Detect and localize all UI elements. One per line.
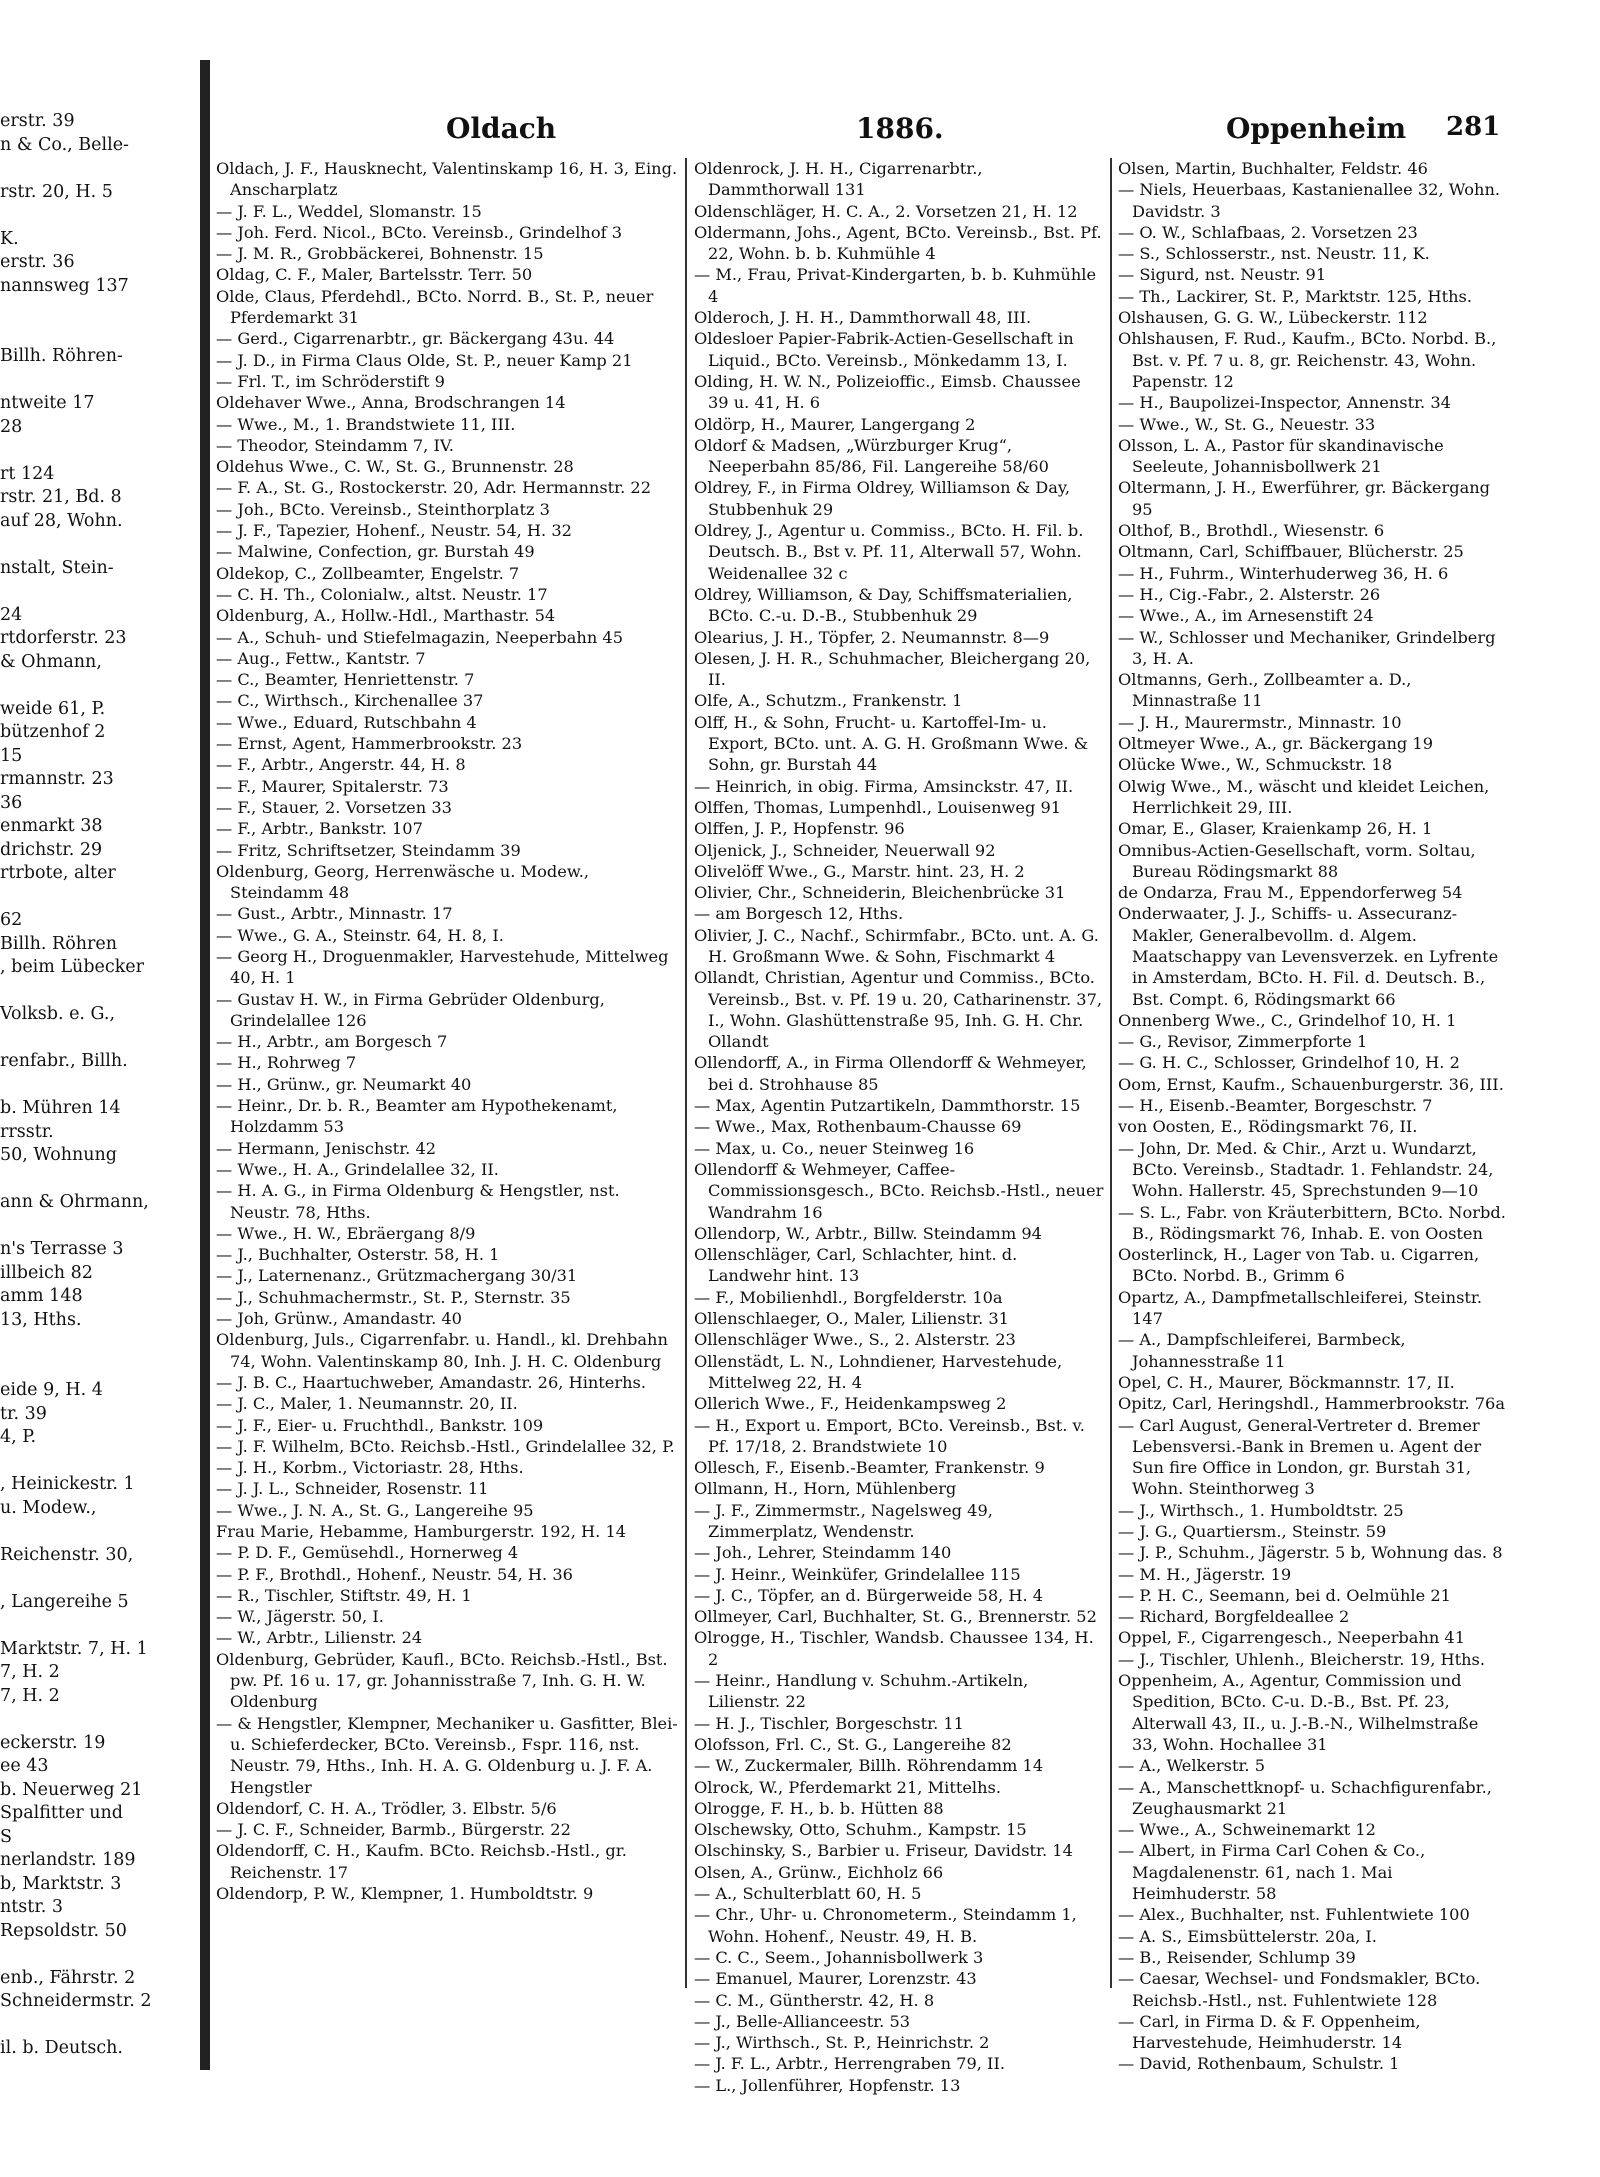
left-page-line: Marktstr. 7, H. 1 bbox=[0, 1638, 148, 1659]
directory-entry: — Theodor, Steindamm 7, IV. bbox=[216, 435, 454, 455]
page-header bbox=[216, 110, 1506, 150]
directory-entry: Olsson, L. A., Pastor für skandinavische Seeleute, Johannisbollwerk 21 bbox=[1118, 435, 1444, 477]
directory-entry: — Wwe., M., 1. Brandstwiete 11, III. bbox=[216, 414, 516, 434]
left-page-line: rtdorferstr. 23 bbox=[0, 628, 127, 648]
directory-entry: — Carl August, General-Vertreter d. Bremer Lebensversi.-Bank in Bremen u. Agent der Sun fire Office in London, gr. Burstah 31, Wohn. Steinthorweg 3 bbox=[1118, 1415, 1482, 1499]
directory-entry: Ollesch, F., Eisenb.-Beamter, Frankenstr. 9 bbox=[694, 1458, 1045, 1478]
directory-entry: Oldenschläger, H. C. A., 2. Vorsetzen 21, H. 12 bbox=[694, 201, 1078, 221]
directory-entry: — & Hengstler, Klempner, Mechaniker u. Gasfitter, Blei- u. Schieferdecker, BCto. Vereinsb., Fspr. 116, nst. Neustr. 79, Hths., Inh. H. A. G. Oldenburg u. J. F. A. Hengstler bbox=[216, 1713, 678, 1797]
left-page-line: 13, Hths. bbox=[0, 1309, 82, 1330]
directory-entry: Olrogge, F. H., b. b. Hütten 88 bbox=[694, 1798, 944, 1818]
directory-entry: Onderwaater, J. J., Schiffs- u. Assecuranz-Makler, Generalbevollm. d. Algem. Maatschappy van Levensverzek. en Lyfrente in Amsterdam, BCto. H. Fil. d. Deutsch. B., Bst. Compt. 6, Rödingsmarkt 66 bbox=[1118, 904, 1499, 1009]
directory-entry: — Heinr., Dr. b. R., Beamter am Hypothekenamt, Holzdamm 53 bbox=[216, 1096, 618, 1137]
left-page-line: Repsoldstr. 50 bbox=[0, 1920, 127, 1941]
directory-entry: — Wwe., Eduard, Rutschbahn 4 bbox=[216, 712, 477, 732]
directory-entry: Oltermann, J. H., Ewerführer, gr. Bäckergang 95 bbox=[1118, 478, 1491, 519]
directory-entry: Omnibus-Actien-Gesellschaft, vorm. Soltau, Bureau Rödingsmarkt 88 bbox=[1118, 840, 1476, 881]
directory-entry: — Ernst, Agent, Hammerbrookstr. 23 bbox=[216, 734, 523, 754]
directory-entry: — W., Schlosser und Mechaniker, Grindelberg 3, H. A. bbox=[1118, 627, 1496, 668]
left-page-line: & Ohmann, bbox=[0, 651, 102, 672]
directory-entry: — J. D., in Firma Claus Olde, St. P., neuer Kamp 21 bbox=[216, 350, 633, 370]
directory-entry: Olofsson, Frl. C., St. G., Langereihe 82 bbox=[694, 1734, 1012, 1754]
directory-entry: — C., Beamter, Henriettenstr. 7 bbox=[216, 670, 475, 690]
left-page-line: ntstr. 3 bbox=[0, 1897, 64, 1917]
directory-entry: — F., Mobilienhdl., Borgfelderstr. 10a bbox=[694, 1287, 1003, 1307]
directory-entry: — J., Tischler, Uhlenh., Bleicherstr. 19, Hths. bbox=[1118, 1649, 1485, 1669]
directory-entry: — Max, u. Co., neuer Steinweg 16 bbox=[694, 1138, 975, 1158]
left-page-line: weide 61, P. bbox=[0, 698, 106, 719]
directory-entry: — Wwe., J. N. A., St. G., Langereihe 95 bbox=[216, 1500, 534, 1520]
left-page-line: n's Terrasse 3 bbox=[0, 1239, 124, 1259]
left-page-line: S bbox=[0, 1826, 12, 1847]
directory-entry: — S. L., Fabr. von Kräuterbittern, BCto. Norbd. B., Rödingsmarkt 76, Inhab. E. von Oosten bbox=[1118, 1202, 1506, 1243]
directory-entry: Olthof, B., Brothdl., Wiesenstr. 6 bbox=[1118, 521, 1385, 541]
directory-entry: — J. C., Maler, 1. Neumannstr. 20, II. bbox=[216, 1394, 518, 1414]
left-page-line bbox=[0, 1168, 195, 1192]
left-page-line: eckerstr. 19 bbox=[0, 1732, 106, 1753]
directory-entry: — Wwe., A., Schweinemarkt 12 bbox=[1118, 1820, 1376, 1840]
left-page-line bbox=[0, 886, 195, 910]
column-1 bbox=[216, 158, 678, 1988]
left-page-line: Reichenstr. 30, bbox=[0, 1544, 134, 1565]
directory-entry: — Albert, in Firma Carl Cohen & Co., Magdalenenstr. 61, nach 1. Mai Heimhuderstr. 58 bbox=[1118, 1841, 1426, 1904]
left-page-line bbox=[0, 1614, 195, 1638]
left-page-line: enmarkt 38 bbox=[0, 816, 103, 836]
directory-entry: — M. H., Jägerstr. 19 bbox=[1118, 1564, 1292, 1584]
directory-entry: Omar, E., Glaser, Kraienkamp 26, H. 1 bbox=[1118, 819, 1433, 839]
left-page-fragment bbox=[0, 110, 195, 2058]
left-page-line bbox=[0, 1356, 195, 1380]
directory-entry: — W., Jägerstr. 50, I. bbox=[216, 1607, 384, 1627]
directory-entry: — Wwe., H. W., Ebräergang 8/9 bbox=[216, 1223, 476, 1243]
left-page-line: rstr. 20, H. 5 bbox=[0, 181, 113, 202]
directory-entry: Opartz, A., Dampfmetallschleiferei, Steinstr. 147 bbox=[1118, 1287, 1483, 1329]
left-page-line: n & Co., Belle- bbox=[0, 134, 129, 155]
left-page-line: u. Modew., bbox=[0, 1497, 97, 1518]
directory-entry: — H., Arbtr., am Borgesch 7 bbox=[216, 1032, 448, 1052]
directory-entry: de Ondarza, Frau M., Eppendorferweg 54 bbox=[1118, 883, 1463, 903]
directory-entry: — J., Buchhalter, Osterstr. 58, H. 1 bbox=[216, 1245, 500, 1265]
directory-entry: Oldehaver Wwe., Anna, Brodschrangen 14 bbox=[216, 393, 566, 413]
header-last-entry: Oppenheim bbox=[1226, 112, 1407, 145]
directory-entry: — David, Rothenbaum, Schulstr. 1 bbox=[1118, 2054, 1400, 2074]
directory-entry: — Frl. T., im Schröderstift 9 bbox=[216, 371, 445, 391]
left-page-line bbox=[0, 369, 195, 393]
directory-entry: — J., Schuhmachermstr., St. P., Sternstr. 35 bbox=[216, 1287, 571, 1307]
directory-entry: Oldach, J. F., Hausknecht, Valentinskamp 16, H. 3, Eing. Anscharplatz bbox=[216, 159, 678, 200]
directory-entry: — J. P., Schuhm., Jägerstr. 5 b, Wohnung das. 8 bbox=[1118, 1543, 1503, 1563]
directory-entry: — O. W., Schlafbaas, 2. Vorsetzen 23 bbox=[1118, 222, 1418, 242]
directory-entry: Olschewsky, Otto, Schuhm., Kampstr. 15 bbox=[694, 1820, 1027, 1840]
directory-entry: — C. M., Güntherstr. 42, H. 8 bbox=[694, 1990, 935, 2010]
directory-entry: Oldrey, J., Agentur u. Commiss., BCto. H. Fil. b. Deutsch. B., Bst v. Pf. 11, Alterwall 57, Wohn. Weidenallee 32 c bbox=[694, 521, 1084, 583]
left-page-line: , Heinickestr. 1 bbox=[0, 1474, 135, 1494]
directory-entry: Oldenburg, A., Hollw.-Hdl., Marthastr. 54 bbox=[216, 606, 556, 626]
directory-entry: Ollerich Wwe., F., Heidenkampsweg 2 bbox=[694, 1394, 1007, 1414]
left-page-line: , Langereihe 5 bbox=[0, 1591, 129, 1612]
directory-entry: — J. F., Eier- u. Fruchthdl., Bankstr. 109 bbox=[216, 1415, 544, 1435]
directory-entry: — P. D. F., Gemüsehdl., Hornerweg 4 bbox=[216, 1543, 519, 1563]
left-page-line: nannsweg 137 bbox=[0, 275, 129, 296]
directory-entry: Olding, H. W. N., Polizeioffic., Eimsb. Chaussee 39 u. 41, H. 6 bbox=[694, 371, 1081, 413]
directory-entry: Oldehus Wwe., C. W., St. G., Brunnenstr. 28 bbox=[216, 457, 574, 477]
directory-entry: Opitz, Carl, Heringshdl., Hammerbrookstr. 76a bbox=[1118, 1394, 1505, 1414]
directory-entry: Olücke Wwe., W., Schmuckstr. 18 bbox=[1118, 755, 1393, 775]
directory-entry: — J. G., Quartiersm., Steinstr. 59 bbox=[1118, 1522, 1387, 1541]
directory-entry: — J. M. R., Grobbäckerei, Bohnenstr. 15 bbox=[216, 244, 544, 264]
left-page-line: 50, Wohnung bbox=[0, 1145, 118, 1165]
left-page-line bbox=[0, 1332, 195, 1356]
directory-entry: Oldendorf, C. H. A., Trödler, 3. Elbstr. 5/6 bbox=[216, 1798, 557, 1818]
directory-entry: — H., Fuhrm., Winterhuderweg 36, H. 6 bbox=[1118, 563, 1449, 583]
directory-entry: — J. F., Tapezier, Hohenf., Neustr. 54, H. 32 bbox=[216, 521, 572, 541]
directory-entry: Ohlshausen, F. Rud., Kaufm., BCto. Norbd. B., Bst. v. Pf. 7 u. 8, gr. Reichenstr. 43, Wohn. Papenstr. 12 bbox=[1118, 329, 1497, 391]
directory-entry: Olde, Claus, Pferdehdl., BCto. Norrd. B., St. P., neuer Pferdemarkt 31 bbox=[216, 286, 654, 328]
left-page-line bbox=[0, 580, 195, 604]
directory-entry: — H. J., Tischler, Borgeschstr. 11 bbox=[694, 1713, 964, 1733]
directory-entry: — C. H. Th., Colonialw., altst. Neustr. 17 bbox=[216, 584, 548, 604]
directory-entry: — C., Wirthsch., Kirchenallee 37 bbox=[216, 691, 484, 711]
directory-entry: — J. H., Maurermstr., Minnastr. 10 bbox=[1118, 712, 1402, 732]
left-page-line: rstr. 21, Bd. 8 bbox=[0, 487, 122, 507]
directory-entry: — Niels, Heuerbaas, Kastanienallee 32, Wohn. Davidstr. 3 bbox=[1118, 180, 1501, 221]
directory-entry: — J. H., Korbm., Victoriastr. 28, Hths. bbox=[216, 1458, 524, 1478]
directory-entry: — A., Dampfschleiferei, Barmbeck, Johannesstraße 11 bbox=[1118, 1330, 1406, 1371]
directory-entry: — am Borgesch 12, Hths. bbox=[694, 904, 904, 924]
directory-entry: — M., Frau, Privat-Kindergarten, b. b. Kuhmühle 4 bbox=[694, 265, 1097, 306]
directory-entry: — H., Cig.-Fabr., 2. Alsterstr. 26 bbox=[1118, 584, 1381, 604]
left-page-line: 7, H. 2 bbox=[0, 1685, 60, 1706]
directory-entry: Oldorf & Madsen, „Würzburger Krug“, Neeperbahn 85/86, Fil. Langereihe 58/60 bbox=[694, 435, 1049, 477]
left-page-line bbox=[0, 322, 195, 346]
directory-entry: — G., Revisor, Zimmerpforte 1 bbox=[1118, 1032, 1368, 1052]
directory-entry: Onnenberg Wwe., C., Grindelhof 10, H. 1 bbox=[1118, 1010, 1457, 1030]
directory-entry: — Wwe., Max, Rothenbaum-Chausse 69 bbox=[694, 1117, 1022, 1137]
left-page-line: K. bbox=[0, 228, 19, 249]
left-page-line: Billh. Röhren bbox=[0, 933, 118, 954]
directory-entry: — H., Export u. Emport, BCto. Vereinsb., Bst. v. Pf. 17/18, 2. Brandstwiete 10 bbox=[694, 1415, 1085, 1456]
directory-entry: — Georg H., Droguenmakler, Harvestehude, Mittelweg 40, H. 1 bbox=[216, 946, 669, 988]
directory-entry: Olesen, J. H. R., Schuhmacher, Bleichergang 20, II. bbox=[694, 648, 1091, 690]
left-page-line bbox=[0, 157, 195, 181]
directory-entry: — J., Laternenanz., Grützmachergang 30/31 bbox=[216, 1266, 578, 1286]
left-page-line: drichstr. 29 bbox=[0, 839, 103, 860]
directory-entry: — J., Belle-Allianceestr. 53 bbox=[694, 2011, 911, 2031]
directory-entry: Oldesloer Papier-Fabrik-Actien-Gesellschaft in Liquid., BCto. Vereinsb., Mönkedamm 13, I. bbox=[694, 329, 1074, 370]
left-page-line: Volksb. e. G., bbox=[0, 1004, 116, 1024]
left-page-line: bützenhof 2 bbox=[0, 722, 106, 742]
directory-entry: — J. F. L., Weddel, Slomanstr. 15 bbox=[216, 201, 482, 221]
directory-columns bbox=[216, 158, 1506, 2095]
directory-entry: Oldermann, Johs., Agent, BCto. Vereinsb., Bst. Pf. 22, Wohn. b. b. Kuhmühle 4 bbox=[694, 222, 1102, 264]
directory-entry: — Max, Agentin Putzartikeln, Dammthorstr. 15 bbox=[694, 1096, 1081, 1116]
directory-entry: — W., Zuckermaler, Billh. Röhrendamm 14 bbox=[694, 1756, 1044, 1776]
left-page-line bbox=[0, 2014, 195, 2038]
left-page-line: 62 bbox=[0, 910, 23, 930]
directory-entry: — F., Arbtr., Angerstr. 44, H. 8 bbox=[216, 755, 466, 775]
directory-entry: Ollendorp, W., Arbtr., Billw. Steindamm 94 bbox=[694, 1223, 1042, 1243]
directory-entry: — John, Dr. Med. & Chir., Arzt u. Wundarzt, BCto. Vereinsb., Stadtadr. 1. Fehlandstr. 24, Wohn. Hallerstr. 45, Sprechstunden 9—10 bbox=[1118, 1138, 1494, 1201]
left-page-line: nstalt, Stein- bbox=[0, 557, 114, 578]
directory-entry: — B., Reisender, Schlump 39 bbox=[1118, 1947, 1356, 1967]
left-page-line bbox=[0, 1567, 195, 1591]
left-page-line: auf 28, Wohn. bbox=[0, 510, 123, 531]
directory-entry: Ollmeyer, Carl, Buchhalter, St. G., Brennerstr. 52 bbox=[694, 1607, 1097, 1627]
left-page-line: 36 bbox=[0, 792, 23, 813]
directory-entry: Oldrey, F., in Firma Oldrey, Williamson & Day, Stubbenhuk 29 bbox=[694, 478, 1071, 519]
directory-entry: Olsen, A., Grünw., Eichholz 66 bbox=[694, 1862, 944, 1882]
left-page-line: 24 bbox=[0, 604, 23, 625]
left-page-line: ann & Ohrmann, bbox=[0, 1192, 149, 1212]
left-page-line bbox=[0, 1708, 195, 1732]
directory-entry: — A., Schuh- und Stiefelmagazin, Neeperbahn 45 bbox=[216, 627, 624, 647]
directory-entry: Ollendorff & Wehmeyer, Caffee-Commissionsgesch., BCto. Reichsb.-Hstl., neuer Wandrahm 16 bbox=[694, 1159, 1104, 1222]
directory-entry: — H., Grünw., gr. Neumarkt 40 bbox=[216, 1074, 472, 1094]
left-page-line: erstr. 39 bbox=[0, 111, 75, 131]
directory-entry: — Gustav H. W., in Firma Gebrüder Oldenburg, Grindelallee 126 bbox=[216, 989, 605, 1030]
directory-entry: Olschinsky, S., Barbier u. Friseur, Davidstr. 14 bbox=[694, 1841, 1073, 1861]
left-page-line bbox=[0, 204, 195, 228]
left-page-line: amm 148 bbox=[0, 1286, 83, 1306]
directory-entry: Oppel, F., Cigarrengesch., Neeperbahn 41 bbox=[1118, 1628, 1466, 1648]
header-year: 1886. bbox=[856, 112, 944, 145]
directory-entry: — F. A., St. G., Rostockerstr. 20, Adr. Hermannstr. 22 bbox=[216, 478, 652, 498]
directory-entry: — Gerd., Cigarrenarbtr., gr. Bäckergang 43u. 44 bbox=[216, 329, 615, 349]
directory-entry: — H., Eisenb.-Beamter, Borgeschstr. 7 bbox=[1118, 1096, 1433, 1116]
left-page-line: illbeich 82 bbox=[0, 1262, 93, 1283]
directory-entry: — F., Stauer, 2. Vorsetzen 33 bbox=[216, 797, 452, 817]
left-page-line bbox=[0, 1074, 195, 1098]
directory-entry: Olrock, W., Pferdemarkt 21, Mittelhs. bbox=[694, 1777, 1001, 1797]
left-page-line: Billh. Röhren- bbox=[0, 346, 123, 366]
directory-entry: — Richard, Borgfeldeallee 2 bbox=[1118, 1607, 1350, 1627]
directory-entry: — J. F. Wilhelm, BCto. Reichsb.-Hstl., Grindelallee 32, P. bbox=[216, 1436, 675, 1456]
directory-entry: — F., Arbtr., Bankstr. 107 bbox=[216, 819, 423, 839]
left-page-line: erstr. 36 bbox=[0, 252, 75, 272]
left-page-line bbox=[0, 1215, 195, 1239]
directory-entry: von Oosten, E., Rödingsmarkt 76, II. bbox=[1118, 1117, 1418, 1137]
directory-entry: — J. C., Töpfer, an d. Bürgerweide 58, H. 4 bbox=[694, 1585, 1044, 1605]
left-page-line: rmannstr. 23 bbox=[0, 769, 114, 789]
directory-entry: — W., Arbtr., Lilienstr. 24 bbox=[216, 1628, 423, 1648]
directory-entry: Oltmeyer Wwe., A., gr. Bäckergang 19 bbox=[1118, 734, 1434, 754]
left-page-line: 4, P. bbox=[0, 1427, 37, 1447]
directory-entry: Oldenburg, Juls., Cigarrenfabr. u. Handl., kl. Drehbahn 74, Wohn. Valentinskamp 80, Inh. J. H. C. Oldenburg bbox=[216, 1330, 668, 1371]
directory-entry: Oldrey, Williamson, & Day, Schiffsmaterialien, BCto. C.-u. D.-B., Stubbenhuk 29 bbox=[694, 584, 1073, 626]
directory-entry: Ollmann, H., Horn, Mühlenberg bbox=[694, 1479, 957, 1499]
directory-entry: — H., Baupolizei-Inspector, Annenstr. 34 bbox=[1118, 393, 1451, 413]
left-page-line: b. Mühren 14 bbox=[0, 1098, 121, 1118]
left-page-line bbox=[0, 298, 195, 322]
directory-entry: — Heinr., Handlung v. Schuhm.-Artikeln, Lilienstr. 22 bbox=[694, 1671, 1029, 1712]
directory-entry: — Caesar, Wechsel- und Fondsmakler, BCto. Reichsb.-Hstl., nst. Fuhlentwiete 128 bbox=[1118, 1969, 1481, 2010]
directory-entry: Olearius, J. H., Töpfer, 2. Neumannstr. 8—9 bbox=[694, 627, 1050, 647]
left-page-line bbox=[0, 1520, 195, 1544]
directory-entry: — F., Maurer, Spitalerstr. 73 bbox=[216, 776, 449, 796]
header-first-entry: Oldach bbox=[446, 112, 557, 145]
directory-entry: — Wwe., A., im Arnesenstift 24 bbox=[1118, 606, 1374, 626]
directory-entry: Ollenschläger, Carl, Schlachter, hint. d. Landwehr hint. 13 bbox=[694, 1245, 1018, 1286]
directory-entry: Oppenheim, A., Agentur, Commission und Spedition, BCto. C-u. D.-B., Bst. Pf. 23, Alterwall 43, II., u. J.-B.-N., Wilhelmstraße 33, Wohn. Hochallee 31 bbox=[1118, 1671, 1479, 1754]
directory-entry: Oosterlinck, H., Lager von Tab. u. Cigarren, BCto. Norbd. B., Grimm 6 bbox=[1118, 1245, 1480, 1286]
directory-entry: — R., Tischler, Stiftstr. 49, H. 1 bbox=[216, 1585, 472, 1605]
directory-entry: Oldenrock, J. H. H., Cigarrenarbtr., Dammthorwall 131 bbox=[694, 159, 983, 200]
directory-entry: Oljenick, J., Schneider, Neuerwall 92 bbox=[694, 840, 996, 860]
directory-entry: Olff, H., & Sohn, Frucht- u. Kartoffel-Im- u. Export, BCto. unt. A. G. H. Großmann Wwe. & Sohn, gr. Burstah 44 bbox=[694, 712, 1089, 775]
directory-entry: Frau Marie, Hebamme, Hamburgerstr. 192, H. 14 bbox=[216, 1522, 627, 1541]
left-page-line: b. Neuerweg 21 bbox=[0, 1779, 143, 1800]
directory-entry: — J., Wirthsch., St. P., Heinrichstr. 2 bbox=[694, 2033, 990, 2053]
left-page-line: Schneidermstr. 2 bbox=[0, 1991, 152, 2011]
left-page-line: rt 124 bbox=[0, 463, 55, 484]
directory-entry: Oldekop, C., Zollbeamter, Engelstr. 7 bbox=[216, 563, 520, 583]
left-page-line: 7, H. 2 bbox=[0, 1662, 60, 1682]
directory-entry: — Malwine, Confection, gr. Burstah 49 bbox=[216, 542, 535, 562]
directory-entry: Oltmanns, Gerh., Zollbeamter a. D., Minnastraße 11 bbox=[1118, 670, 1412, 711]
left-page-line: nerlandstr. 189 bbox=[0, 1850, 136, 1870]
directory-entry: — Chr., Uhr- u. Chronometerm., Steindamm 1, Wohn. Hohenf., Neustr. 49, H. B. bbox=[694, 1905, 1077, 1946]
left-page-line: rtrbote, alter bbox=[0, 863, 116, 883]
left-page-line: b, Marktstr. 3 bbox=[0, 1873, 122, 1894]
left-page-line bbox=[0, 1027, 195, 1051]
directory-entry: — Emanuel, Maurer, Lorenzstr. 43 bbox=[694, 1969, 977, 1989]
left-page-line: ntweite 17 bbox=[0, 393, 95, 413]
directory-entry: Oldenburg, Gebrüder, Kaufl., BCto. Reichsb.-Hstl., Bst. pw. Pf. 16 u. 17, gr. Johannisstraße 7, Inh. G. H. W. Oldenburg bbox=[216, 1649, 668, 1712]
left-page-line: 15 bbox=[0, 745, 23, 766]
left-page-line: il. b. Deutsch. bbox=[0, 2038, 123, 2058]
directory-entry: — Hermann, Jenischstr. 42 bbox=[216, 1138, 437, 1158]
left-page-line bbox=[0, 1450, 195, 1474]
directory-entry: — Wwe., G. A., Steinstr. 64, H. 8, I. bbox=[216, 925, 504, 945]
directory-entry: — A., Manschettknopf- u. Schachfigurenfabr., Zeughausmarkt 21 bbox=[1118, 1777, 1492, 1818]
directory-entry: Ollenschläger Wwe., S., 2. Alsterstr. 23 bbox=[694, 1330, 1016, 1350]
directory-entry: Olwig Wwe., M., wäscht und kleidet Leichen, Herrlichkeit 29, III. bbox=[1118, 776, 1490, 817]
left-page-line: enb., Fährstr. 2 bbox=[0, 1967, 136, 1988]
left-page-line: ee 43 bbox=[0, 1756, 49, 1776]
directory-entry: — P. H. C., Seemann, bei d. Oelmühle 21 bbox=[1118, 1585, 1451, 1605]
directory-entry: Ollenstädt, L. N., Lohndiener, Harvestehude, Mittelweg 22, H. 4 bbox=[694, 1351, 1063, 1392]
left-page-line: Spalfitter und bbox=[0, 1803, 123, 1823]
directory-entry: — L., Jollenführer, Hopfenstr. 13 bbox=[694, 2075, 961, 2095]
directory-entry: Oldendorp, P. W., Klempner, 1. Humboldtstr. 9 bbox=[216, 1884, 594, 1904]
directory-entry: Ollandt, Christian, Agentur und Commiss., BCto. Vereinsb., Bst. v. Pf. 19 u. 20, Catharinenstr. 37, I., Wohn. Glashüttenstraße 95, Inh. G. H. Chr. Ollandt bbox=[694, 968, 1103, 1052]
directory-entry: Opel, C. H., Maurer, Böckmannstr. 17, II. bbox=[1118, 1372, 1455, 1392]
directory-entry: — Fritz, Schriftsetzer, Steindamm 39 bbox=[216, 840, 521, 860]
page-number: 281 bbox=[1446, 112, 1501, 142]
directory-entry: — G. H. C., Schlosser, Grindelhof 10, H. 2 bbox=[1118, 1053, 1460, 1073]
left-page-line: renfabr., Billh. bbox=[0, 1051, 128, 1071]
directory-entry: — Sigurd, nst. Neustr. 91 bbox=[1118, 265, 1327, 285]
directory-entry: Olfe, A., Schutzm., Frankenstr. 1 bbox=[694, 691, 963, 711]
directory-entry: — S., Schlosserstr., nst. Neustr. 11, K. bbox=[1118, 244, 1430, 264]
directory-entry: — Heinrich, in obig. Firma, Amsinckstr. 47, II. bbox=[694, 776, 1074, 796]
directory-entry: — J. F., Zimmermstr., Nagelsweg 49, Zimmerplatz, Wendenstr. bbox=[694, 1500, 993, 1541]
directory-entry: — Joh. Ferd. Nicol., BCto. Vereinsb., Grindelhof 3 bbox=[216, 222, 623, 242]
left-page-line: tr. 39 bbox=[0, 1403, 47, 1424]
book-gutter bbox=[200, 60, 210, 2070]
directory-entry: Olffen, J. P., Hopfenstr. 96 bbox=[694, 819, 905, 839]
directory-entry: Oldendorff, C. H., Kaufm. BCto. Reichsb.-Hstl., gr. Reichenstr. 17 bbox=[216, 1841, 627, 1882]
directory-entry: Olivier, J. C., Nachf., Schirmfabr., BCto. unt. A. G. H. Großmann Wwe. & Sohn, Fischmarkt 4 bbox=[694, 925, 1099, 966]
directory-entry: Oldenburg, Georg, Herrenwäsche u. Modew., Steindamm 48 bbox=[216, 861, 590, 903]
directory-entry: Olivier, Chr., Schneiderin, Bleichenbrücke 31 bbox=[694, 883, 1066, 903]
directory-entry: — Th., Lackirer, St. P., Marktstr. 125, Hths. bbox=[1118, 286, 1472, 306]
directory-entry: Olffen, Thomas, Lumpenhdl., Louisenweg 91 bbox=[694, 797, 1062, 817]
directory-entry: — Alex., Buchhalter, nst. Fuhlentwiete 100 bbox=[1118, 1905, 1470, 1925]
left-page-line: , beim Lübecker bbox=[0, 957, 145, 977]
directory-entry: Ollenschlaeger, O., Maler, Lilienstr. 31 bbox=[694, 1309, 1009, 1329]
directory-entry: — A., Schulterblatt 60, H. 5 bbox=[694, 1884, 922, 1904]
directory-entry: — A. S., Eimsbüttelerstr. 20a, I. bbox=[1118, 1926, 1377, 1946]
directory-entry: Olrogge, H., Tischler, Wandsb. Chaussee 134, H. 2 bbox=[694, 1628, 1094, 1669]
directory-entry: — Wwe., W., St. G., Neuestr. 33 bbox=[1118, 414, 1376, 434]
directory-entry: — P. F., Brothdl., Hohenf., Neustr. 54, H. 36 bbox=[216, 1564, 573, 1584]
directory-entry: Olshausen, G. G. W., Lübeckerstr. 112 bbox=[1118, 308, 1428, 328]
directory-entry: Oldag, C. F., Maler, Bartelsstr. Terr. 50 bbox=[216, 265, 533, 285]
directory-entry: — Wwe., H. A., Grindelallee 32, II. bbox=[216, 1159, 499, 1179]
directory-entry: — C. C., Seem., Johannisbollwerk 3 bbox=[694, 1947, 984, 1967]
directory-entry: Ollendorff, A., in Firma Ollendorff & Wehmeyer, bei d. Strohhause 85 bbox=[694, 1053, 1087, 1094]
directory-entry: Oldörp, H., Maurer, Langergang 2 bbox=[694, 414, 976, 434]
left-page-line bbox=[0, 533, 195, 557]
left-page-line: rrsstr. bbox=[0, 1121, 54, 1142]
directory-entry: — J. Heinr., Weinküfer, Grindelallee 115 bbox=[694, 1564, 1021, 1584]
left-page-line: eide 9, H. 4 bbox=[0, 1380, 103, 1400]
directory-entry: — A., Welkerstr. 5 bbox=[1118, 1756, 1266, 1776]
column-3 bbox=[1118, 158, 1506, 2074]
directory-entry: — H. A. G., in Firma Oldenburg & Hengstler, nst. Neustr. 78, Hths. bbox=[216, 1181, 620, 1222]
directory-entry: — Joh., Lehrer, Steindamm 140 bbox=[694, 1543, 952, 1563]
directory-entry: Olderoch, J. H. H., Dammthorwall 48, III. bbox=[694, 308, 1032, 328]
directory-entry: Oltmann, Carl, Schiffbauer, Blücherstr. 25 bbox=[1118, 542, 1464, 562]
directory-entry: Oom, Ernst, Kaufm., Schauenburgerstr. 36, III. bbox=[1118, 1074, 1504, 1094]
left-page-line bbox=[0, 980, 195, 1004]
directory-entry: — Carl, in Firma D. & F. Oppenheim, Harvestehude, Heimhuderstr. 14 bbox=[1118, 2011, 1421, 2053]
directory-entry: — J. B. C., Haartuchweber, Amandastr. 26, Hinterhs. bbox=[216, 1372, 646, 1392]
directory-entry: — Joh, Grünw., Amandastr. 40 bbox=[216, 1309, 462, 1329]
directory-entry: — Joh., BCto. Vereinsb., Steinthorplatz 3 bbox=[216, 499, 550, 519]
directory-entry: — J., Wirthsch., 1. Humboldtstr. 25 bbox=[1118, 1500, 1404, 1520]
directory-entry: — H., Rohrweg 7 bbox=[216, 1053, 357, 1073]
directory-entry: Olivelöff Wwe., G., Marstr. hint. 23, H. 2 bbox=[694, 861, 1025, 881]
directory-entry: Olsen, Martin, Buchhalter, Feldstr. 46 bbox=[1118, 159, 1428, 178]
directory-entry: — J. J. L., Schneider, Rosenstr. 11 bbox=[216, 1479, 489, 1499]
left-page-line bbox=[0, 439, 195, 463]
left-page-line bbox=[0, 674, 195, 698]
directory-page bbox=[216, 110, 1506, 2095]
left-page-line bbox=[0, 1943, 195, 1967]
left-page-line: 28 bbox=[0, 416, 23, 437]
column-2 bbox=[694, 158, 1104, 2095]
directory-entry: — J. F. L., Arbtr., Herrengraben 79, II. bbox=[694, 2054, 1005, 2074]
directory-entry: — Aug., Fettw., Kantstr. 7 bbox=[216, 648, 426, 668]
directory-entry: — Gust., Arbtr., Minnastr. 17 bbox=[216, 904, 453, 924]
directory-entry: — J. C. F., Schneider, Barmb., Bürgerstr. 22 bbox=[216, 1820, 571, 1840]
